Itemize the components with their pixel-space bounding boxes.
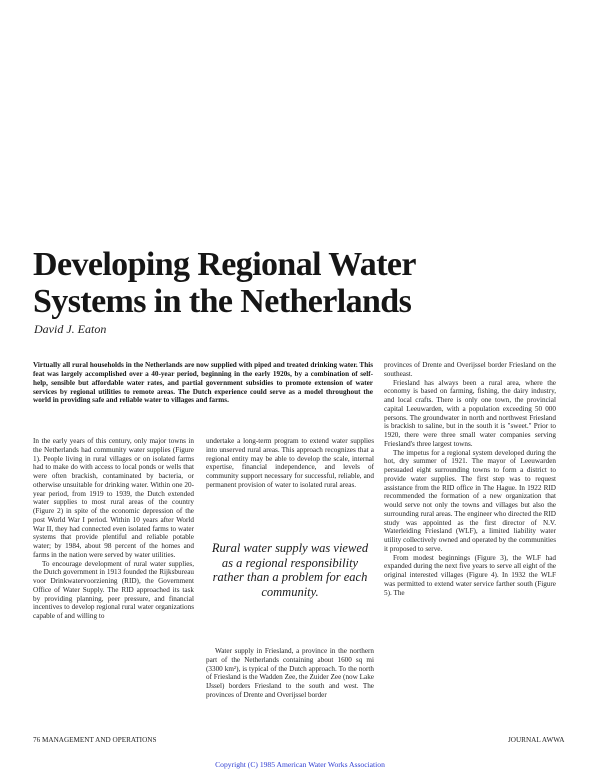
paragraph: To encourage development of rural water supplies, the Dutch government in 1913 founded the Rijksbureau voor Drinkwatervoorziening (RID), the Government Office of Water Supply. The RID approached its task by providing planning, peer pressure, and financial incentives to develop regional rural water organizations capable of and willing to bbox=[33, 559, 194, 620]
pull-quote: Rural water supply was viewed as a regional responsibility rather than a problem for each community. bbox=[211, 541, 369, 599]
body-column-2-top bbox=[206, 437, 374, 490]
paragraph: undertake a long-term program to extend water supplies into unserved rural areas. This approach recognizes that a regional entity may be able to develop the scale, internal expertise, financial independence, and levels of community support necessary for successful, reliable, and permanent provision of water to isolated rural areas. bbox=[206, 437, 374, 489]
body-column-3 bbox=[384, 361, 556, 597]
paragraph: The impetus for a regional system developed during the hot, dry summer of 1921. The mayor of Leeuwarden persuaded eight surrounding towns to form a district to provide water supplies. The first step was to request assistance from the RID office in The Hague. In 1922 RID recommended the formation of a new organization that would serve not only the towns and villages but also the surrounding rural areas. The engineer who directed the RID study was appointed as the first director of N.V. Waterleiding Friesland (WLF), a limited liability water utility collectively owned and operated by the communities it proposed to serve. bbox=[384, 448, 556, 553]
body-column-2-bottom bbox=[206, 647, 374, 700]
author-byline: David J. Eaton bbox=[34, 322, 107, 336]
paragraph: Water supply in Friesland, a province in the northern part of the Netherlands containing about 1600 sq mi (3300 km²), is typical of the Dutch approach. To the north of Friesland is the Wadden Zee, the Zuider Zee (now Lake IJssel) borders Friesland to the south and west. The provinces of Drente and Overijssel border bbox=[206, 647, 374, 699]
page-footer-left: 76 MANAGEMENT AND OPERATIONS bbox=[33, 736, 157, 744]
copyright-notice: Copyright (C) 1985 American Water Works Association bbox=[215, 760, 385, 769]
paragraph: In the early years of this century, only major towns in the Netherlands had community water supplies (Figure 1). People living in rural villages or on isolated farms had to make do with access to local ponds or wells that were often brackish, contaminated by bacteria, or otherwise unsuitable for drinking water. Within one 20-year period, from 1919 to 1939, the Dutch extended water supplies to most rural areas of the country (Figure 2) in spite of the economic depression of the post World War I period. Within 10 years after World War II, they had connected even isolated farms to water systems that provide plentiful and reliable potable water; by 1984, about 98 percent of the homes and farms in the nation were served by water utilities. bbox=[33, 437, 194, 559]
paragraph: Friesland has always been a rural area, where the economy is based on farming, fishing, the dairy industry, and local crafts. There is only one town, the provincial capital Leeuwarden, with a population exceeding 50 000 persons. The groundwater in north and northwest Friesland is brackish to saline, but in the south it is "sweet." Prior to 1920, there were three small water companies serving Friesland's three largest towns. bbox=[384, 378, 556, 448]
page-footer-right: JOURNAL AWWA bbox=[508, 736, 565, 744]
title-line-1: Developing Regional Water bbox=[33, 246, 416, 283]
title-line-2: Systems in the Netherlands bbox=[33, 283, 412, 320]
article-title bbox=[33, 246, 553, 320]
paragraph: From modest beginnings (Figure 3), the WLF had expanded during the next five years to serve all eight of the original interested villages (Figure 4). In 1932 the WLF was permitted to extend water service farther south (Figure 5). The bbox=[384, 553, 556, 597]
paragraph: provinces of Drente and Overijssel border Friesland on the southeast. bbox=[384, 361, 556, 378]
abstract: Virtually all rural households in the Netherlands are now supplied with piped and treated drinking water. This feat was largely accomplished over a 40-year period, beginning in the early 1920s, by a combination of self-help, sensible but affordable water rates, and partial government subsidies to promote extension of water services by regional utilities to remote areas. The Dutch experience could serve as a model throughout the world in providing safe and reliable water to villages and farms. bbox=[33, 361, 373, 405]
body-column-1 bbox=[33, 437, 194, 621]
